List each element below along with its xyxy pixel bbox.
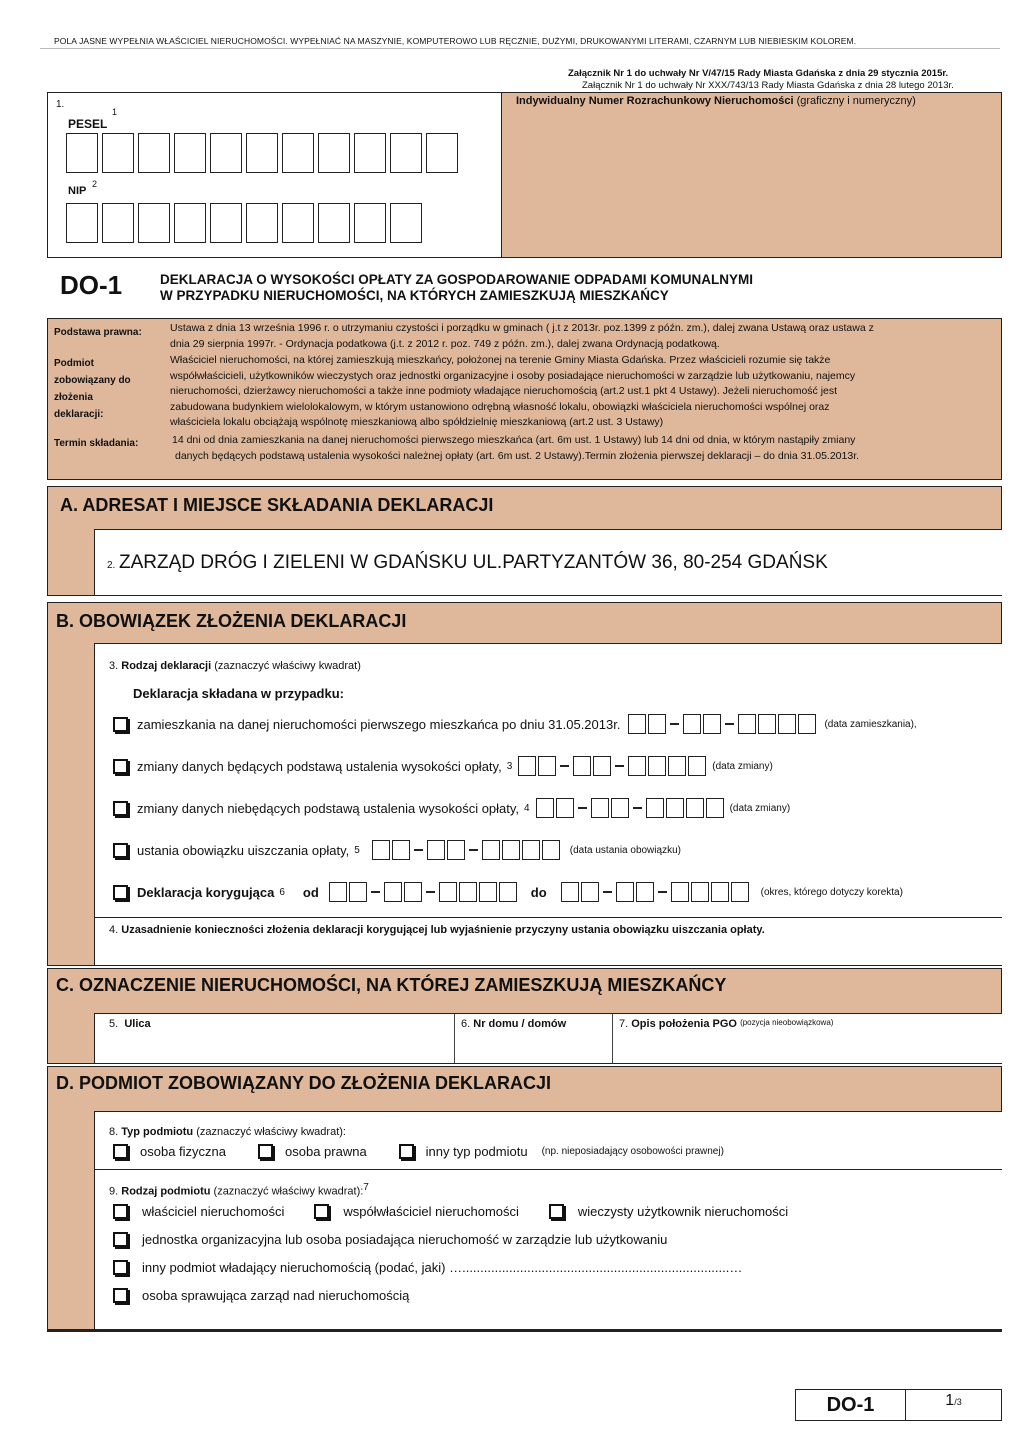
date-digit-box[interactable] [591, 798, 609, 818]
entity-kind-row [113, 1260, 742, 1275]
digit-box[interactable] [210, 203, 242, 243]
date-digit-box[interactable] [502, 840, 520, 860]
digit-box[interactable] [138, 203, 170, 243]
date-digit-box[interactable] [482, 840, 500, 860]
option-label: osoba prawna [285, 1144, 367, 1159]
field-label: Nr domu / domów [473, 1018, 567, 1030]
footer-form-code: DO-1 [796, 1390, 906, 1420]
form-title-line-2: W PRZYPADKU NIERUCHOMOŚCI, NA KTÓRYCH ZAMIESZKUJĄ MIESZKAŃCY [160, 288, 669, 303]
id-box [47, 92, 502, 258]
date-digit-box[interactable] [671, 882, 689, 902]
field-label: Rodzaj podmiotu [121, 1185, 211, 1198]
date-separator [658, 891, 667, 893]
digit-box[interactable] [66, 133, 98, 173]
form-code: DO-1 [60, 270, 123, 300]
date-digit-box[interactable] [556, 798, 574, 818]
attachment-line-1: Załącznik Nr 1 do uchwały Nr V/47/15 Rady Miasta Gdańska z dnia 29 stycznia 2015r. [568, 68, 949, 79]
digit-box[interactable] [246, 133, 278, 173]
innr-title: Indywidualny Numer Rozrachunkowy Nieruchomości [516, 95, 794, 107]
date-digit-box[interactable] [758, 714, 776, 734]
date-digit-box[interactable] [703, 714, 721, 734]
footnote: 7 [363, 1182, 369, 1193]
date-from-input[interactable] [329, 882, 517, 902]
field-number: 9. [109, 1185, 119, 1198]
date-separator [633, 807, 642, 809]
date-input[interactable] [372, 840, 560, 860]
checkbox[interactable] [113, 885, 128, 900]
date-digit-box[interactable] [447, 840, 465, 860]
date-digit-box[interactable] [384, 882, 402, 902]
date-digit-box[interactable] [646, 798, 664, 818]
field-label: Opis położenia PGO [631, 1018, 737, 1030]
innr-box [502, 92, 1002, 258]
form-title-line-1: DEKLARACJA O WYSOKOŚCI OPŁATY ZA GOSPODAROWANIE ODPADAMI KOMUNALNYMI [160, 272, 754, 287]
date-separator [578, 807, 587, 809]
section-b [47, 602, 1002, 966]
option-label: inny podmiot władający nieruchomością (podać, jaki) …..........................................................................… [142, 1260, 743, 1275]
digit-box[interactable] [138, 133, 170, 173]
option-label: zmiany danych będących podstawą ustalenia wysokości opłaty, [137, 758, 502, 774]
footnote: 3 [506, 760, 513, 772]
street-field[interactable] [95, 1014, 455, 1063]
entity-type-options [113, 1144, 724, 1159]
field-note: (zaznaczyć właściwy kwadrat): [196, 1126, 346, 1138]
option-label: osoba fizyczna [140, 1144, 226, 1159]
date-digit-box[interactable] [518, 756, 536, 776]
podstawa-text [170, 321, 990, 352]
date-digit-box[interactable] [648, 714, 666, 734]
date-digit-box[interactable] [688, 756, 706, 776]
date-digit-box[interactable] [392, 840, 410, 860]
subheading: Deklaracja składana w przypadku: [133, 686, 344, 701]
section-d-title: D. PODMIOT ZOBOWIĄZANY DO ZŁOŻENIA DEKLARACJI [56, 1073, 551, 1093]
option-row [113, 714, 993, 734]
checkbox[interactable] [258, 1144, 273, 1159]
field-number: 6. [461, 1018, 471, 1030]
termin-line: danych będących podstawą ustalenia wysokości należnej opłaty (art. 6m ust. 2 Ustawy).Termin złożenia pierwszej deklaracji – do dnia 31.05.2013r. [175, 449, 860, 462]
date-note: (data ustania obowiązku) [569, 844, 681, 856]
podmiot-label [54, 355, 131, 423]
address-field [94, 529, 1002, 595]
date-note: (data zamieszkania), [824, 718, 917, 730]
date-digit-box[interactable] [731, 882, 749, 902]
page-footer [795, 1389, 1002, 1421]
podmiot-label-line: deklaracji: [54, 409, 104, 420]
podmiot-label-line: zobowiązany do [54, 375, 131, 386]
field-label: Ulica [124, 1018, 151, 1030]
date-digit-box[interactable] [581, 882, 599, 902]
digit-box[interactable] [282, 133, 314, 173]
date-input[interactable] [518, 756, 706, 776]
checkbox[interactable] [113, 759, 128, 774]
option-label: zamieszkania na danej nieruchomości pierwszego mieszkańca po dniu 31.05.2013r. [137, 716, 621, 732]
date-separator [414, 849, 423, 851]
entity-kind-row [113, 1204, 788, 1219]
digit-box[interactable] [102, 203, 134, 243]
section-a [47, 486, 1002, 596]
podstawa-label: Podstawa prawna: [54, 327, 142, 338]
date-digit-box[interactable] [686, 798, 704, 818]
checkbox[interactable] [113, 843, 128, 858]
checkbox[interactable] [113, 1288, 128, 1303]
date-digit-box[interactable] [706, 798, 724, 818]
date-note: (data zmiany) [712, 760, 773, 772]
checkbox[interactable] [113, 717, 128, 732]
option-row [113, 798, 993, 818]
declaration-type-field [94, 643, 1002, 917]
date-digit-box[interactable] [611, 798, 629, 818]
footnote: 6 [279, 886, 285, 898]
date-digit-box[interactable] [778, 714, 796, 734]
termin-label: Termin składania: [54, 438, 139, 449]
attachment-line-2: Załącznik Nr 1 do uchwały Nr XXX/743/13 Rady Miasta Gdańska z dnia 28 lutego 2013r. [582, 80, 954, 91]
date-digit-box[interactable] [427, 840, 445, 860]
date-separator [615, 765, 624, 767]
date-digit-box[interactable] [542, 840, 560, 860]
date-digit-box[interactable] [666, 798, 684, 818]
option-row [113, 756, 993, 776]
date-digit-box[interactable] [711, 882, 729, 902]
option-label: osoba sprawująca zarząd nad nieruchomością [142, 1288, 410, 1303]
checkbox[interactable] [113, 1260, 128, 1275]
digit-box[interactable] [246, 203, 278, 243]
entity-kind-row [113, 1288, 409, 1303]
entity-type-field [94, 1111, 1002, 1169]
date-digit-box[interactable] [349, 882, 367, 902]
section-c [47, 968, 1002, 1064]
option-label: inny typ podmiotu [425, 1144, 528, 1159]
option-label: ustania obowiązku uiszczania opłaty, [137, 842, 350, 858]
digit-box[interactable] [102, 133, 134, 173]
date-digit-box[interactable] [738, 714, 756, 734]
date-separator [469, 849, 478, 851]
date-digit-box[interactable] [499, 882, 517, 902]
podmiot-label-line: Podmiot [54, 358, 94, 369]
date-separator [560, 765, 569, 767]
date-separator [426, 891, 435, 893]
field-number: 4. [109, 924, 119, 936]
date-note: (okres, którego dotyczy korekta) [760, 886, 903, 898]
nip-footnote: 2 [92, 179, 98, 189]
field-label: Uzasadnienie konieczności złożenia deklaracji korygującej lub wyjaśnienie przyczyny ustania obowiązku uiszczania opłaty. [121, 924, 765, 936]
date-digit-box[interactable] [439, 882, 457, 902]
checkbox[interactable] [314, 1204, 329, 1219]
house-number-field[interactable] [455, 1014, 613, 1063]
field-note: (zaznaczyć właściwy kwadrat): [213, 1185, 364, 1198]
to-label: do [530, 884, 547, 900]
section-a-title: A. ADRESAT I MIEJSCE SKŁADANIA DEKLARACJI [60, 495, 494, 515]
option-label: jednostka organizacyjna lub osoba posiadająca nieruchomość w zarządzie lub użytkowaniu [142, 1232, 668, 1247]
option-label: Deklaracja korygująca [137, 884, 275, 900]
pesel-input[interactable] [66, 133, 458, 173]
date-digit-box[interactable] [536, 798, 554, 818]
legal-info [47, 318, 1002, 480]
digit-box[interactable] [210, 133, 242, 173]
date-digit-box[interactable] [593, 756, 611, 776]
entity-kind-field [94, 1169, 1002, 1329]
date-digit-box[interactable] [561, 882, 579, 902]
podstawa-line: Ustawa z dnia 13 września 1996 r. o utrzymaniu czystości i porządku w gminach ( j.t z 2013r. poz.1399 z późn. zm.), dalej zwana Ustawą oraz ustawa z [170, 322, 874, 334]
pgo-field[interactable] [613, 1014, 1002, 1063]
footnote: 4 [524, 802, 530, 814]
section-b-title: B. OBOWIĄZEK ZŁOŻENIA DEKLARACJI [56, 611, 407, 631]
date-separator [603, 891, 612, 893]
date-digit-box[interactable] [573, 756, 591, 776]
date-digit-box[interactable] [648, 756, 666, 776]
date-digit-box[interactable] [668, 756, 686, 776]
option-row [113, 882, 993, 902]
date-input[interactable] [536, 798, 724, 818]
podstawa-line: dnia 29 sierpnia 1997r. - Ordynacja podatkowa (j.t. z 2012 r. poz. 749 z późn. zm.), dalej zwana Ordynacją podatkową. [170, 337, 720, 350]
checkbox[interactable] [113, 1204, 128, 1219]
field-label: Rodzaj deklaracji [121, 660, 212, 672]
section-d [47, 1066, 1002, 1332]
digit-box[interactable] [174, 133, 206, 173]
field-number: 5. [109, 1018, 119, 1030]
field-number: 3. [109, 660, 119, 672]
date-input[interactable] [628, 714, 816, 734]
nip-input[interactable] [66, 203, 422, 243]
digit-box[interactable] [354, 203, 386, 243]
digit-box[interactable] [318, 133, 350, 173]
option-label: współwłaściciel nieruchomości [343, 1204, 519, 1219]
date-digit-box[interactable] [683, 714, 701, 734]
page-number: 1 [945, 1392, 955, 1409]
podmiot-line: współwłaścicieli, użytkowników wieczystych oraz jednostki organizacyjne i osoby posiadające nieruchomości w zarządzie lub użytkowaniu, najemcy [170, 369, 856, 382]
digit-box[interactable] [66, 203, 98, 243]
checkbox[interactable] [399, 1144, 414, 1159]
podmiot-line: Właściciel nieruchomości, na której zamieszkują mieszkańcy, położonej na terenie Gminy Miasta Gdańska. Przez właścicieli rozumie się także [170, 354, 831, 366]
field-note: (zaznaczyć właściwy kwadrat) [214, 660, 361, 672]
address-text: ZARZĄD DRÓG I ZIELENI W GDAŃSKU UL.PARTYZANTÓW 36, 80-254 GDAŃSK [119, 552, 828, 573]
field-number: 8. [109, 1126, 119, 1138]
digit-box[interactable] [390, 203, 422, 243]
digit-box[interactable] [318, 203, 350, 243]
podmiot-text [170, 353, 990, 431]
date-digit-box[interactable] [372, 840, 390, 860]
date-digit-box[interactable] [628, 714, 646, 734]
date-digit-box[interactable] [616, 882, 634, 902]
justification-field[interactable] [94, 917, 1002, 965]
option-label: właściciel nieruchomości [142, 1204, 285, 1219]
digit-box[interactable] [354, 133, 386, 173]
digit-box[interactable] [426, 133, 458, 173]
digit-box[interactable] [174, 203, 206, 243]
date-separator [725, 723, 734, 725]
date-digit-box[interactable] [329, 882, 347, 902]
field-number: 7. [619, 1018, 629, 1030]
option-note: (np. nieposiadający osobowości prawnej) [541, 1146, 724, 1157]
field-number: 1. [56, 99, 65, 110]
digit-box[interactable] [390, 133, 422, 173]
date-digit-box[interactable] [636, 882, 654, 902]
podmiot-line: właściciela lokalu obciążają wspólnotę mieszkaniową albo spółdzielnię mieszkaniową (art.2 ust. 3 Ustawy) [170, 416, 664, 428]
pesel-footnote: 1 [112, 107, 118, 117]
footnote: 5 [354, 844, 360, 856]
digit-box[interactable] [282, 203, 314, 243]
date-separator [371, 891, 380, 893]
date-digit-box[interactable] [538, 756, 556, 776]
checkbox[interactable] [113, 801, 128, 816]
date-digit-box[interactable] [404, 882, 422, 902]
date-digit-box[interactable] [459, 882, 477, 902]
entity-kind-row [113, 1232, 667, 1247]
option-row [113, 840, 993, 860]
field-note: (pozycja nieobowiązkowa) [740, 1018, 834, 1027]
podmiot-label-line: złożenia [54, 392, 93, 403]
divider [40, 48, 1000, 49]
field-number: 2. [107, 560, 116, 571]
field-label: Typ podmiotu [121, 1126, 194, 1138]
date-note: (data zmiany) [729, 802, 791, 814]
checkbox[interactable] [113, 1232, 128, 1247]
date-digit-box[interactable] [798, 714, 816, 734]
property-fields [94, 1013, 1002, 1063]
date-digit-box[interactable] [691, 882, 709, 902]
option-label: zmiany danych niebędących podstawą ustalenia wysokości opłaty, [137, 800, 520, 816]
termin-line: 14 dni od dnia zamieszkania na danej nieruchomości pierwszego mieszkańca (art. 6m ust. 1 Ustawy) lub 14 dni od dnia, w którym nastąpiły zmiany [172, 434, 856, 446]
from-label: od [302, 884, 319, 900]
podmiot-line: nieruchomości, dzierżawcy nieruchomości a także inne podmioty władające nieruchomością (art.2 ust.1 pkt 4 Ustawy). Jeżeli nieruchomość jest [170, 385, 838, 397]
section-c-title: C. OZNACZENIE NIERUCHOMOŚCI, NA KTÓREJ ZAMIESZKUJĄ MIESZKAŃCY [56, 975, 727, 995]
checkbox[interactable] [113, 1144, 128, 1159]
pesel-label: PESEL [68, 117, 108, 131]
form-title [160, 272, 753, 304]
date-digit-box[interactable] [479, 882, 497, 902]
date-to-input[interactable] [561, 882, 749, 902]
date-separator [670, 723, 679, 725]
date-digit-box[interactable] [522, 840, 540, 860]
page-total: /3 [954, 1397, 962, 1407]
checkbox[interactable] [549, 1204, 564, 1219]
header-note: POLA JASNE WYPEŁNIA WŁAŚCICIEL NIERUCHOMOŚCI. WYPEŁNIAĆ NA MASZYNIE, KOMPUTEROWO LUB RĘCZNIE, DUŻYMI, DRUKOWANYMI LITERAMI, CZARNYM LUB NIEBIESKIM KOLOREM. [54, 36, 857, 46]
termin-text [172, 433, 992, 464]
date-digit-box[interactable] [628, 756, 646, 776]
podmiot-line: zabudowana budynkiem wielolokalowym, w którym ustanowiono odrębną własność lokalu, obowiązki właściciela nieruchomości wspólnej oraz [170, 400, 830, 413]
option-label: wieczysty użytkownik nieruchomości [577, 1204, 789, 1219]
innr-note: (graficzny i numeryczny) [796, 95, 916, 107]
nip-label: NIP [68, 185, 87, 197]
